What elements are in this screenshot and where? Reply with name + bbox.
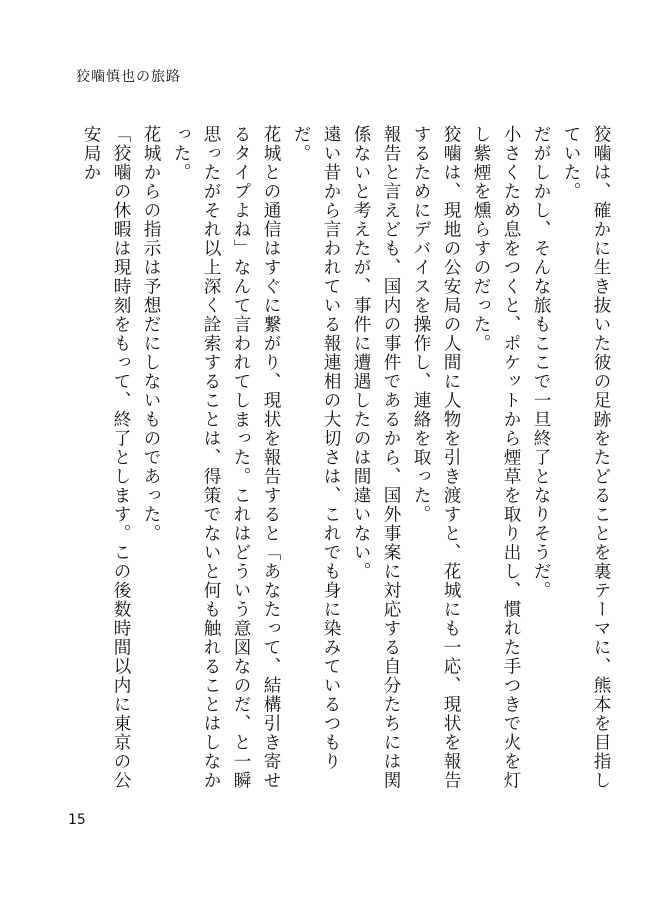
body-text — [76, 125, 611, 805]
paragraph-4: 狡噛は、現地の公安局の人間に人物を引き渡すと、花城にも一応、現状を報告するためにデバイスを操作し、連絡を取った。 — [411, 125, 461, 790]
paragraph-9: 「狡噛の休暇は現時刻をもって、終了とします。この後数時間以内に東京の公安局か — [81, 125, 131, 790]
paragraph-6: 遠い昔から言われている報連相の大切さは、これでも身に染みているつもりだ。 — [291, 125, 341, 771]
paragraph-1: 狡噛は、確かに生き抜いた彼の足跡をたどることを裏テーマに、熊本を目指していた。 — [561, 125, 611, 790]
page-number: 15 — [68, 812, 86, 828]
paragraph-2: だがしかし、そんな旅もここで一旦終了となりそうだ。 — [531, 125, 551, 600]
paragraph-5: 報告と言えども、国内の事件であるから、国外事案に対応する自分たちには関係ないと考えたが、事件に遭遇したのは間違いない。 — [351, 125, 401, 790]
vertical-text-column — [76, 125, 616, 805]
paragraph-7: 花城との通信はすぐに繋がり、現状を報告すると「あなたって、結構引き寄せるタイプよね」なんて言われてしまった。これはどういう意図なのだ、と一瞬思ったがそれ以上深く詮索することは、得策でないと何も触れることはしなかった。 — [171, 125, 281, 790]
paragraph-8: 花城からの指示は予想だにしないものであった。 — [141, 125, 161, 543]
paragraph-3: 小さくため息をつくと、ポケットから煙草を取り出し、慣れた手つきで火を灯し紫煙を燻らすのだった。 — [471, 125, 521, 790]
running-title: 狡噛慎也の旅路 — [76, 69, 181, 85]
